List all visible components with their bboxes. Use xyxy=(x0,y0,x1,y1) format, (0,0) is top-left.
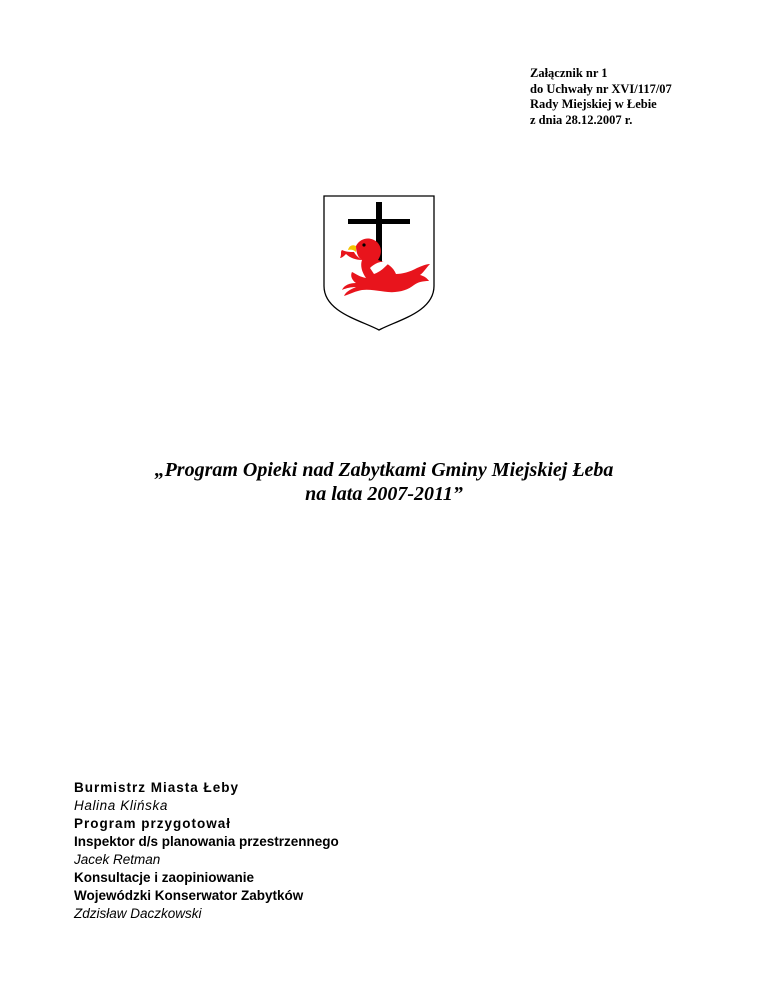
griffin-eye xyxy=(362,243,365,246)
credits-block xyxy=(74,779,339,923)
attachment-note xyxy=(530,66,672,128)
inspector-role: Inspektor d/s planowania przestrzennego xyxy=(74,834,339,849)
mayor-role: Burmistrz Miasta Łeby xyxy=(74,780,240,795)
attachment-line-3: Rady Miejskiej w Łebie xyxy=(530,97,657,111)
document-title xyxy=(0,458,768,506)
inspector-name: Jacek Retman xyxy=(74,852,161,867)
consult-label: Konsultacje i zaopiniowanie xyxy=(74,870,255,885)
title-line-1: „Program Opieki nad Zabytkami Gminy Miejskiej Łeba xyxy=(154,459,614,481)
attachment-line-4: z dnia 28.12.2007 r. xyxy=(530,112,633,127)
conservator-name: Zdzisław Daczkowski xyxy=(74,906,202,921)
prepared-label: Program przygotował xyxy=(74,816,232,831)
mayor-name: Halina Klińska xyxy=(74,798,168,813)
attachment-line-1: Załącznik nr 1 xyxy=(530,66,608,80)
cross-horizontal xyxy=(348,219,410,224)
coat-of-arms-icon xyxy=(322,194,436,332)
title-line-2: na lata 2007-2011” xyxy=(305,483,463,505)
conservator-role: Wojewódzki Konserwator Zabytków xyxy=(74,888,304,903)
attachment-line-2: do Uchwały nr XVI/117/07 xyxy=(530,81,672,96)
